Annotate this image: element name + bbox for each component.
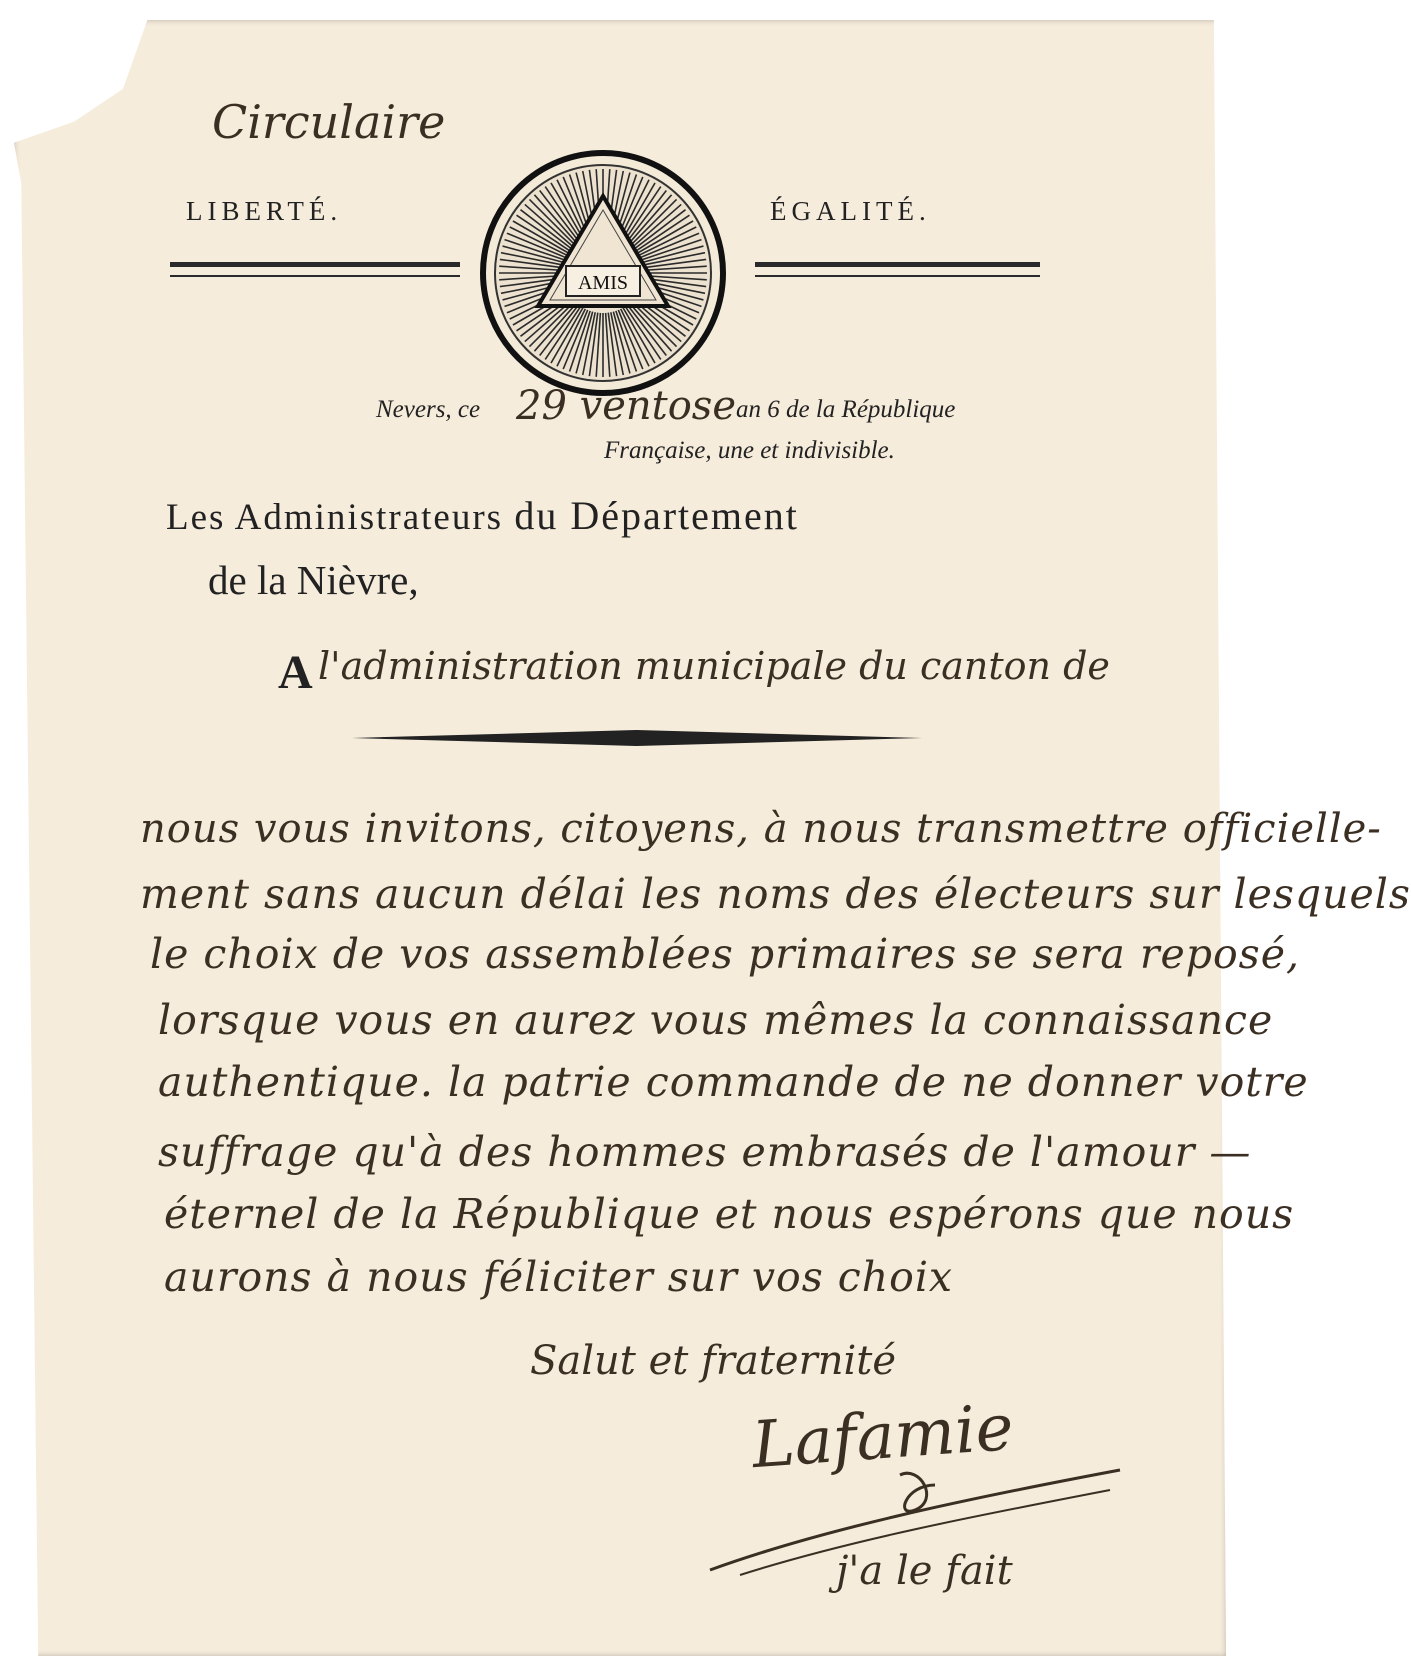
dateline-year: an 6 de la République — [736, 396, 956, 423]
heading-les: Les — [166, 497, 226, 538]
heading-administrateurs: Administrateurs — [234, 497, 504, 538]
heading-line-1 — [166, 492, 799, 539]
header-rule-left — [170, 262, 460, 277]
body-line-5: authentique. la patrie commande de ne donner votre — [158, 1058, 1309, 1106]
seal-text: AMIS — [577, 272, 629, 294]
body-line-1: nous vous invitons, citoyens, à nous transmettre officielle- — [140, 806, 1382, 852]
dateline-day: 29 ventose — [516, 383, 736, 429]
closing-salutation: Salut et fraternité — [530, 1338, 896, 1384]
annotation-circulaire: Circulaire — [212, 95, 446, 149]
motto-liberte: LIBERTÉ. — [186, 196, 343, 226]
body-line-8: aurons à nous féliciter sur vos choix — [164, 1253, 954, 1301]
dateline-republic: Française, une et indivisible. — [604, 437, 895, 464]
motto-egalite: ÉGALITÉ. — [770, 196, 931, 226]
body-line-3: le choix de vos assemblées primaires se sera reposé, — [150, 930, 1300, 978]
separator-rule — [352, 730, 922, 746]
body-line-2: ment sans aucun délai les noms des électeurs sur lesquels — [140, 870, 1411, 918]
body-line-7: éternel de la République et nous espérons que nous — [164, 1190, 1295, 1238]
seal-emblem — [478, 148, 728, 398]
heading-departement: du Département — [514, 493, 799, 538]
addressee-initial: A — [278, 646, 313, 699]
body-line-4: lorsque vous en aurez vous mêmes la connaissance — [158, 996, 1274, 1044]
heading-line-2: de la Nièvre, — [208, 557, 419, 603]
dateline-place: Nevers, ce — [376, 396, 481, 423]
header-rule-right — [755, 262, 1040, 277]
body-line-6: suffrage qu'à des hommes embrasés de l'amour — — [158, 1128, 1252, 1176]
addressee-hand: l'administration municipale du canton de — [318, 644, 1110, 688]
signature-note: j'a le fait — [836, 1548, 1013, 1594]
signature: Lafamie — [749, 1390, 1016, 1484]
